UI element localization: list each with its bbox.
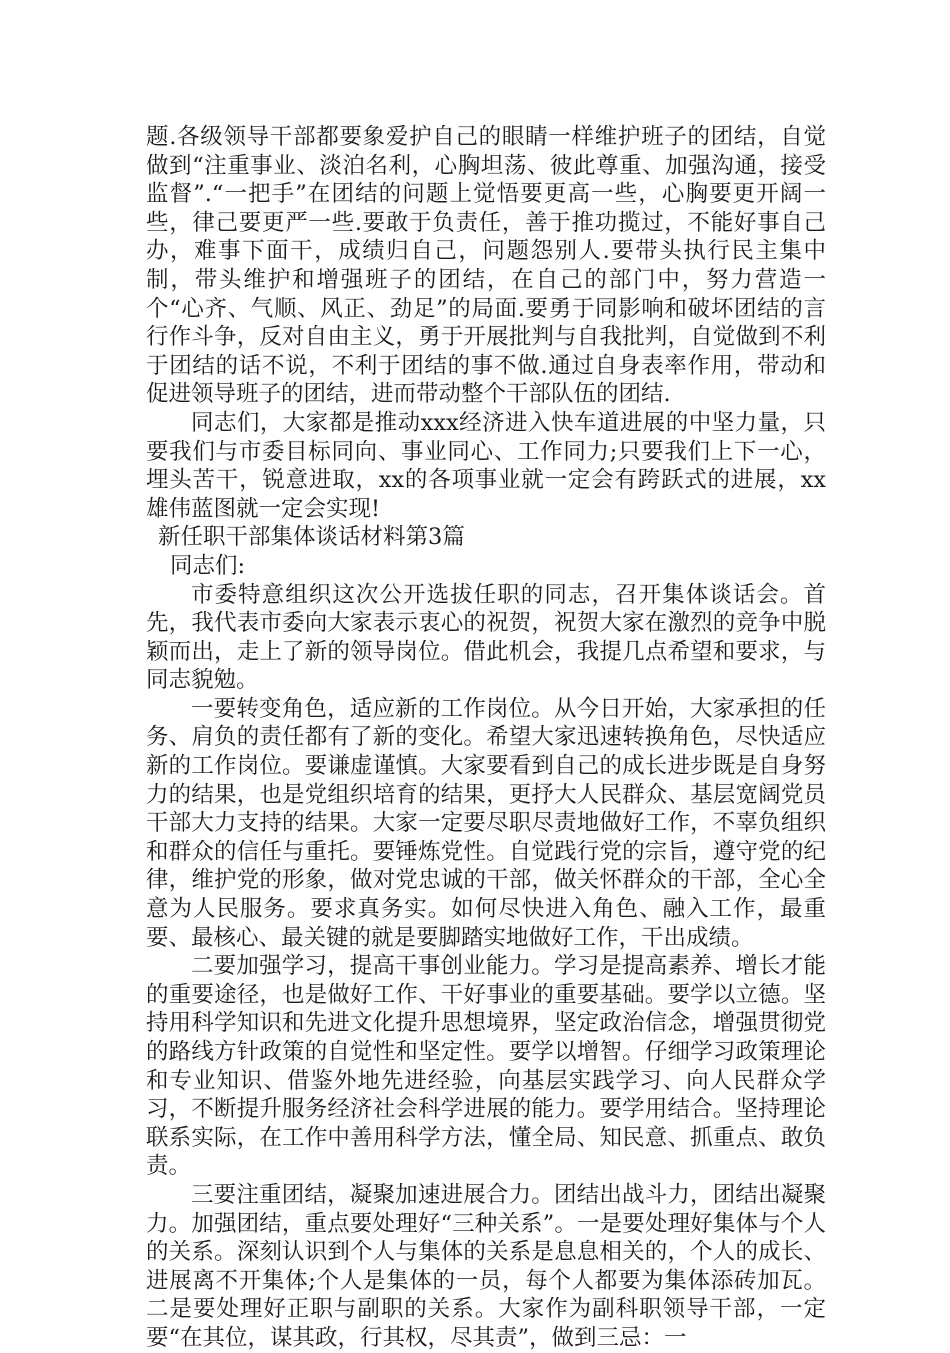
body-paragraph: 市委特意组织这次公开选拔任职的同志，召开集体谈话会。首先，我代表市委向大家表示衷心的祝贺，祝贺大家在激烈的竞争中脱颖而出，走上了新的领导岗位。借此机会，我提几点希望和要求，与同志貌勉。 — [146, 581, 826, 694]
body-paragraph: 一要转变角色，适应新的工作岗位。从今日开始，大家承担的任务、肩负的责任都有了新的变化。希望大家迅速转换角色，尽快适应新的工作岗位。要谦虚谨慎。大家要看到自己的成长进步既是自身努力的结果，也是党组织培育的结果，更抒大人民群众、基层宽阔党员干部大力支持的结果。大家一定要尽职尽责地做好工作，不辜负组织和群众的信任与重托。要锤炼党性。自觉践行党的宗旨，遵守党的纪律，维护党的形象，做对党忠诚的干部，做关怀群众的干部，全心全意为人民服务。要求真务实。如何尽快进入角色、融入工作，最重要、最核心、最关键的就是要脚踏实地做好工作，干出成绩。 — [146, 695, 826, 951]
body-paragraph: 同志们，大家都是推动xxx经济进入快车道进展的中坚力量，只要我们与市委目标同向、事业同心、工作同力;只要我们上下一心，埋头苦干，锐意进取，xx的各项事业就一定会有跨跃式的进展，xx雄伟蓝图就一定会实现! — [146, 409, 826, 522]
document-page — [146, 123, 826, 1353]
section-heading: 新任职干部集体谈话材料第3篇 — [158, 524, 465, 551]
salutation: 同志们: — [170, 552, 246, 579]
body-paragraph: 二要加强学习，提高干事创业能力。学习是提高素养、增长才能的重要途径，也是做好工作、干好事业的重要基础。要学以立德。坚持用科学知识和先进文化提升思想境界，坚定政治信念，增强贯彻党的路线方针政策的自觉性和坚定性。要学以增智。仔细学习政策理论和专业知识、借鉴外地先进经验，向基层实践学习、向人民群众学习，不断提升服务经济社会科学进展的能力。要学用结合。坚持理论联系实际，在工作中善用科学方法，懂全局、知民意、抓重点、敢负责。 — [146, 953, 826, 1180]
body-paragraph: 三要注重团结，凝聚加速进展合力。团结出战斗力，团结出凝聚力。加强团结，重点要处理好“三种关系”。一是要处理好集体与个人的关系。深刻认识到个人与集体的关系是息息相关的，个人的成长、进展离不开集体;个人是集体的一员，每个人都要为集体添砖加瓦。二是要处理好正职与副职的关系。大家作为副科职领导干部，一定要“在其位，谋其政，行其权，尽其责”，做到三忌：一 — [146, 1181, 826, 1351]
body-paragraph: 题.各级领导干部都要象爱护自己的眼睛一样维护班子的团结，自觉做到“注重事业、淡泊名利，心胸坦荡、彼此尊重、加强沟通，接受监督”.“一把手”在团结的问题上觉悟要更高一些，心胸要更开阔一些，律己要更严一些.要敢于负责任，善于推功揽过，不能好事自己办，难事下面干，成绩归自己，问题怨别人.要带头执行民主集中制，带头维护和增强班子的团结，在自己的部门中，努力营造一个“心齐、气顺、风正、劲足”的局面.要勇于同影响和破坏团结的言行作斗争，反对自由主义，勇于开展批判与自我批判，自觉做到不利于团结的话不说，不利于团结的事不做.通过自身表率作用，带动和促进领导班子的团结，进而带动整个干部队伍的团结. — [146, 124, 826, 408]
